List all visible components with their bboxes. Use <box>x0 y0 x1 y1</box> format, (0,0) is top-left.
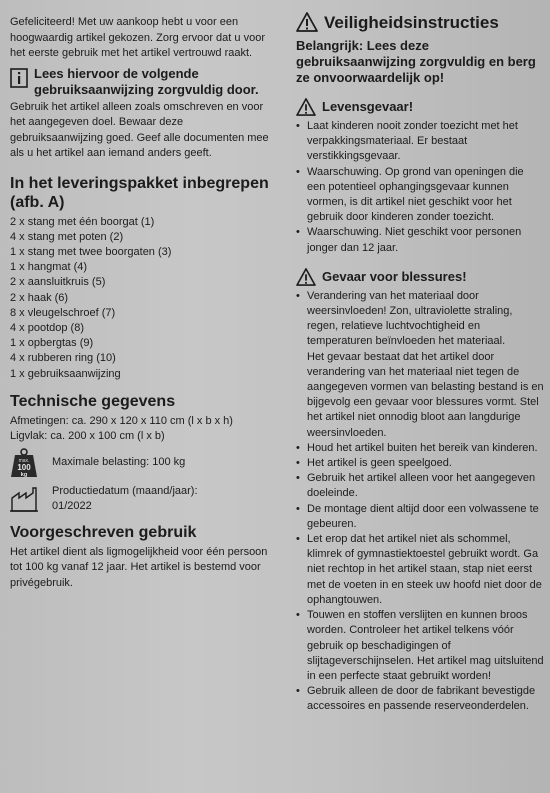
injury-first-list <box>296 289 544 350</box>
list-item: 1 x hangmat (4) <box>10 261 88 274</box>
tech-heading: Technische gegevens <box>10 392 176 410</box>
list-item: • Houd het artikel buiten het bereik van kinderen. <box>296 441 544 456</box>
injury-title-row <box>296 268 544 286</box>
safety-heading: Veiligheidsinstructies <box>324 12 499 32</box>
right-column <box>296 0 544 715</box>
weight-icon-max: max. <box>18 457 30 464</box>
max-load-row <box>10 448 278 478</box>
factory-icon <box>10 486 38 512</box>
list-item: • Waarschuwing. Niet geschikt voor personen jonger dan 12 jaar. <box>296 225 544 255</box>
list-item: • Laat kinderen nooit zonder toezicht met het verpakkingsmateriaal. Er bestaat verstikkingsgevaar. <box>296 119 544 165</box>
life-danger-heading: Levensgevaar! <box>322 99 414 114</box>
delivery-heading: In het leveringspakket inbegrepen (afb. A) <box>10 174 269 211</box>
usage-text: Gebruik het artikel alleen zoals omschreven en voor het aangegeven doel. Bewaar deze gebruiksaanwijzing goed. Geef alle documenten mee als u het artikel aan iemand anders geeft. <box>10 100 269 159</box>
warning-icon <box>296 268 316 286</box>
list-item: 2 x aansluitkruis (5) <box>10 276 106 289</box>
list-item: 1 x gebruiksaanwijzing <box>10 367 121 380</box>
list-item: • Gebruik het artikel alleen voor het aangegeven doeleinde. <box>296 471 544 501</box>
weight-icon <box>10 448 38 478</box>
warning-icon <box>296 98 316 116</box>
list-item: • Het artikel is geen speelgoed. <box>296 456 544 471</box>
list-item: 4 x stang met poten (2) <box>10 230 124 243</box>
injury-list <box>296 441 544 715</box>
usage-heading: Voorgeschreven gebruik <box>10 523 197 541</box>
weight-icon-value: 100 <box>17 462 31 472</box>
production-text <box>52 484 198 515</box>
info-book-icon <box>10 68 28 88</box>
life-danger-title-row <box>296 98 544 116</box>
left-column <box>10 0 278 591</box>
production-label: Productiedatum (maand/jaar): <box>52 484 198 497</box>
list-item: 2 x haak (6) <box>10 291 69 304</box>
max-load: Maximale belasting: 100 kg <box>52 455 186 468</box>
warning-icon <box>296 12 318 32</box>
injury-heading: Gevaar voor blessures! <box>322 268 467 284</box>
list-item: • Waarschuwing. Op grond van openingen die een potentieel ophangingsgevaar kunnen vormen, is dit artikel niet geschikt voor het gebruik door kinderen zonder toezicht. <box>296 165 544 226</box>
list-item: 8 x vleugelschroef (7) <box>10 306 116 319</box>
list-item: • Verandering van het materiaal door weersinvloeden! Zon, ultraviolette straling, regen, relatieve luchtvochtigheid en temperaturen beïnvloeden het materiaal. <box>296 289 544 350</box>
production-date: 01/2022 <box>52 500 92 513</box>
list-item: • Gebruik alleen de door de fabrikant bevestigde accessoires en passende reserveonderdelen. <box>296 684 544 714</box>
important-note: Belangrijk: Lees deze gebruiksaanwijzing zorgvuldig en berg ze onvoorwaardelijk op! <box>296 38 536 85</box>
delivery-list <box>10 215 278 382</box>
list-item: 4 x rubberen ring (10) <box>10 352 116 365</box>
intro-text: Gefeliciteerd! Met uw aankoop hebt u voor een hoogwaardig artikel gekozen. Zorg ervoor dat u voor het eerste gebruik met het artikel vertrouwd raakt. <box>10 16 265 59</box>
weight-icon-unit: kg <box>20 471 28 478</box>
list-item: • Let erop dat het artikel niet als schommel, klimrek of gymnastiektoestel gebruikt wordt. Ga niet rechtop in het artikel staan, stap niet eerst met de voeten in en steek uw hoofd niet door de ophangtouwen. <box>296 532 544 608</box>
list-item: 4 x pootdop (8) <box>10 321 84 334</box>
list-item: 1 x opbergtas (9) <box>10 337 94 350</box>
usage-description: Het artikel dient als ligmogelijkheid voor één persoon tot 100 kg vanaf 12 jaar. Het artikel is bestemd voor privégebruik. <box>10 545 268 589</box>
safety-title-row <box>296 12 544 32</box>
list-item: 2 x stang met één boorgat (1) <box>10 215 155 228</box>
production-date-row <box>10 484 278 515</box>
injury-first-continuation: Het gevaar bestaat dat het artikel door verandering van het materiaal niet tegen de aangegeven vormen van belasting bestand is en bijgevolg een gevaar voor blessures vormt. Stel het artikel niet onnodig bloot aan langdurige weersinvloeden. <box>307 350 544 439</box>
list-item: 1 x stang met twee boorgaten (3) <box>10 245 172 258</box>
lying-area: Ligvlak: ca. 200 x 100 cm (l x b) <box>10 430 165 443</box>
life-danger-list <box>296 119 544 256</box>
read-instruction <box>10 66 278 98</box>
list-item: • De montage dient altijd door een volwassene te gebeuren. <box>296 502 544 532</box>
dimensions: Afmetingen: ca. 290 x 120 x 110 cm (l x b x h) <box>10 414 233 427</box>
read-instruction-heading: Lees hiervoor de volgende gebruiksaanwijzing zorgvuldig door. <box>34 65 259 97</box>
list-item: • Touwen en stoffen verslijten en kunnen broos worden. Controleer het artikel telkens vóór gebruik op beschadigingen of slijtageverschijnselen. Het artikel mag uitsluitend in een perfecte staat gebruikt worden! <box>296 608 544 684</box>
